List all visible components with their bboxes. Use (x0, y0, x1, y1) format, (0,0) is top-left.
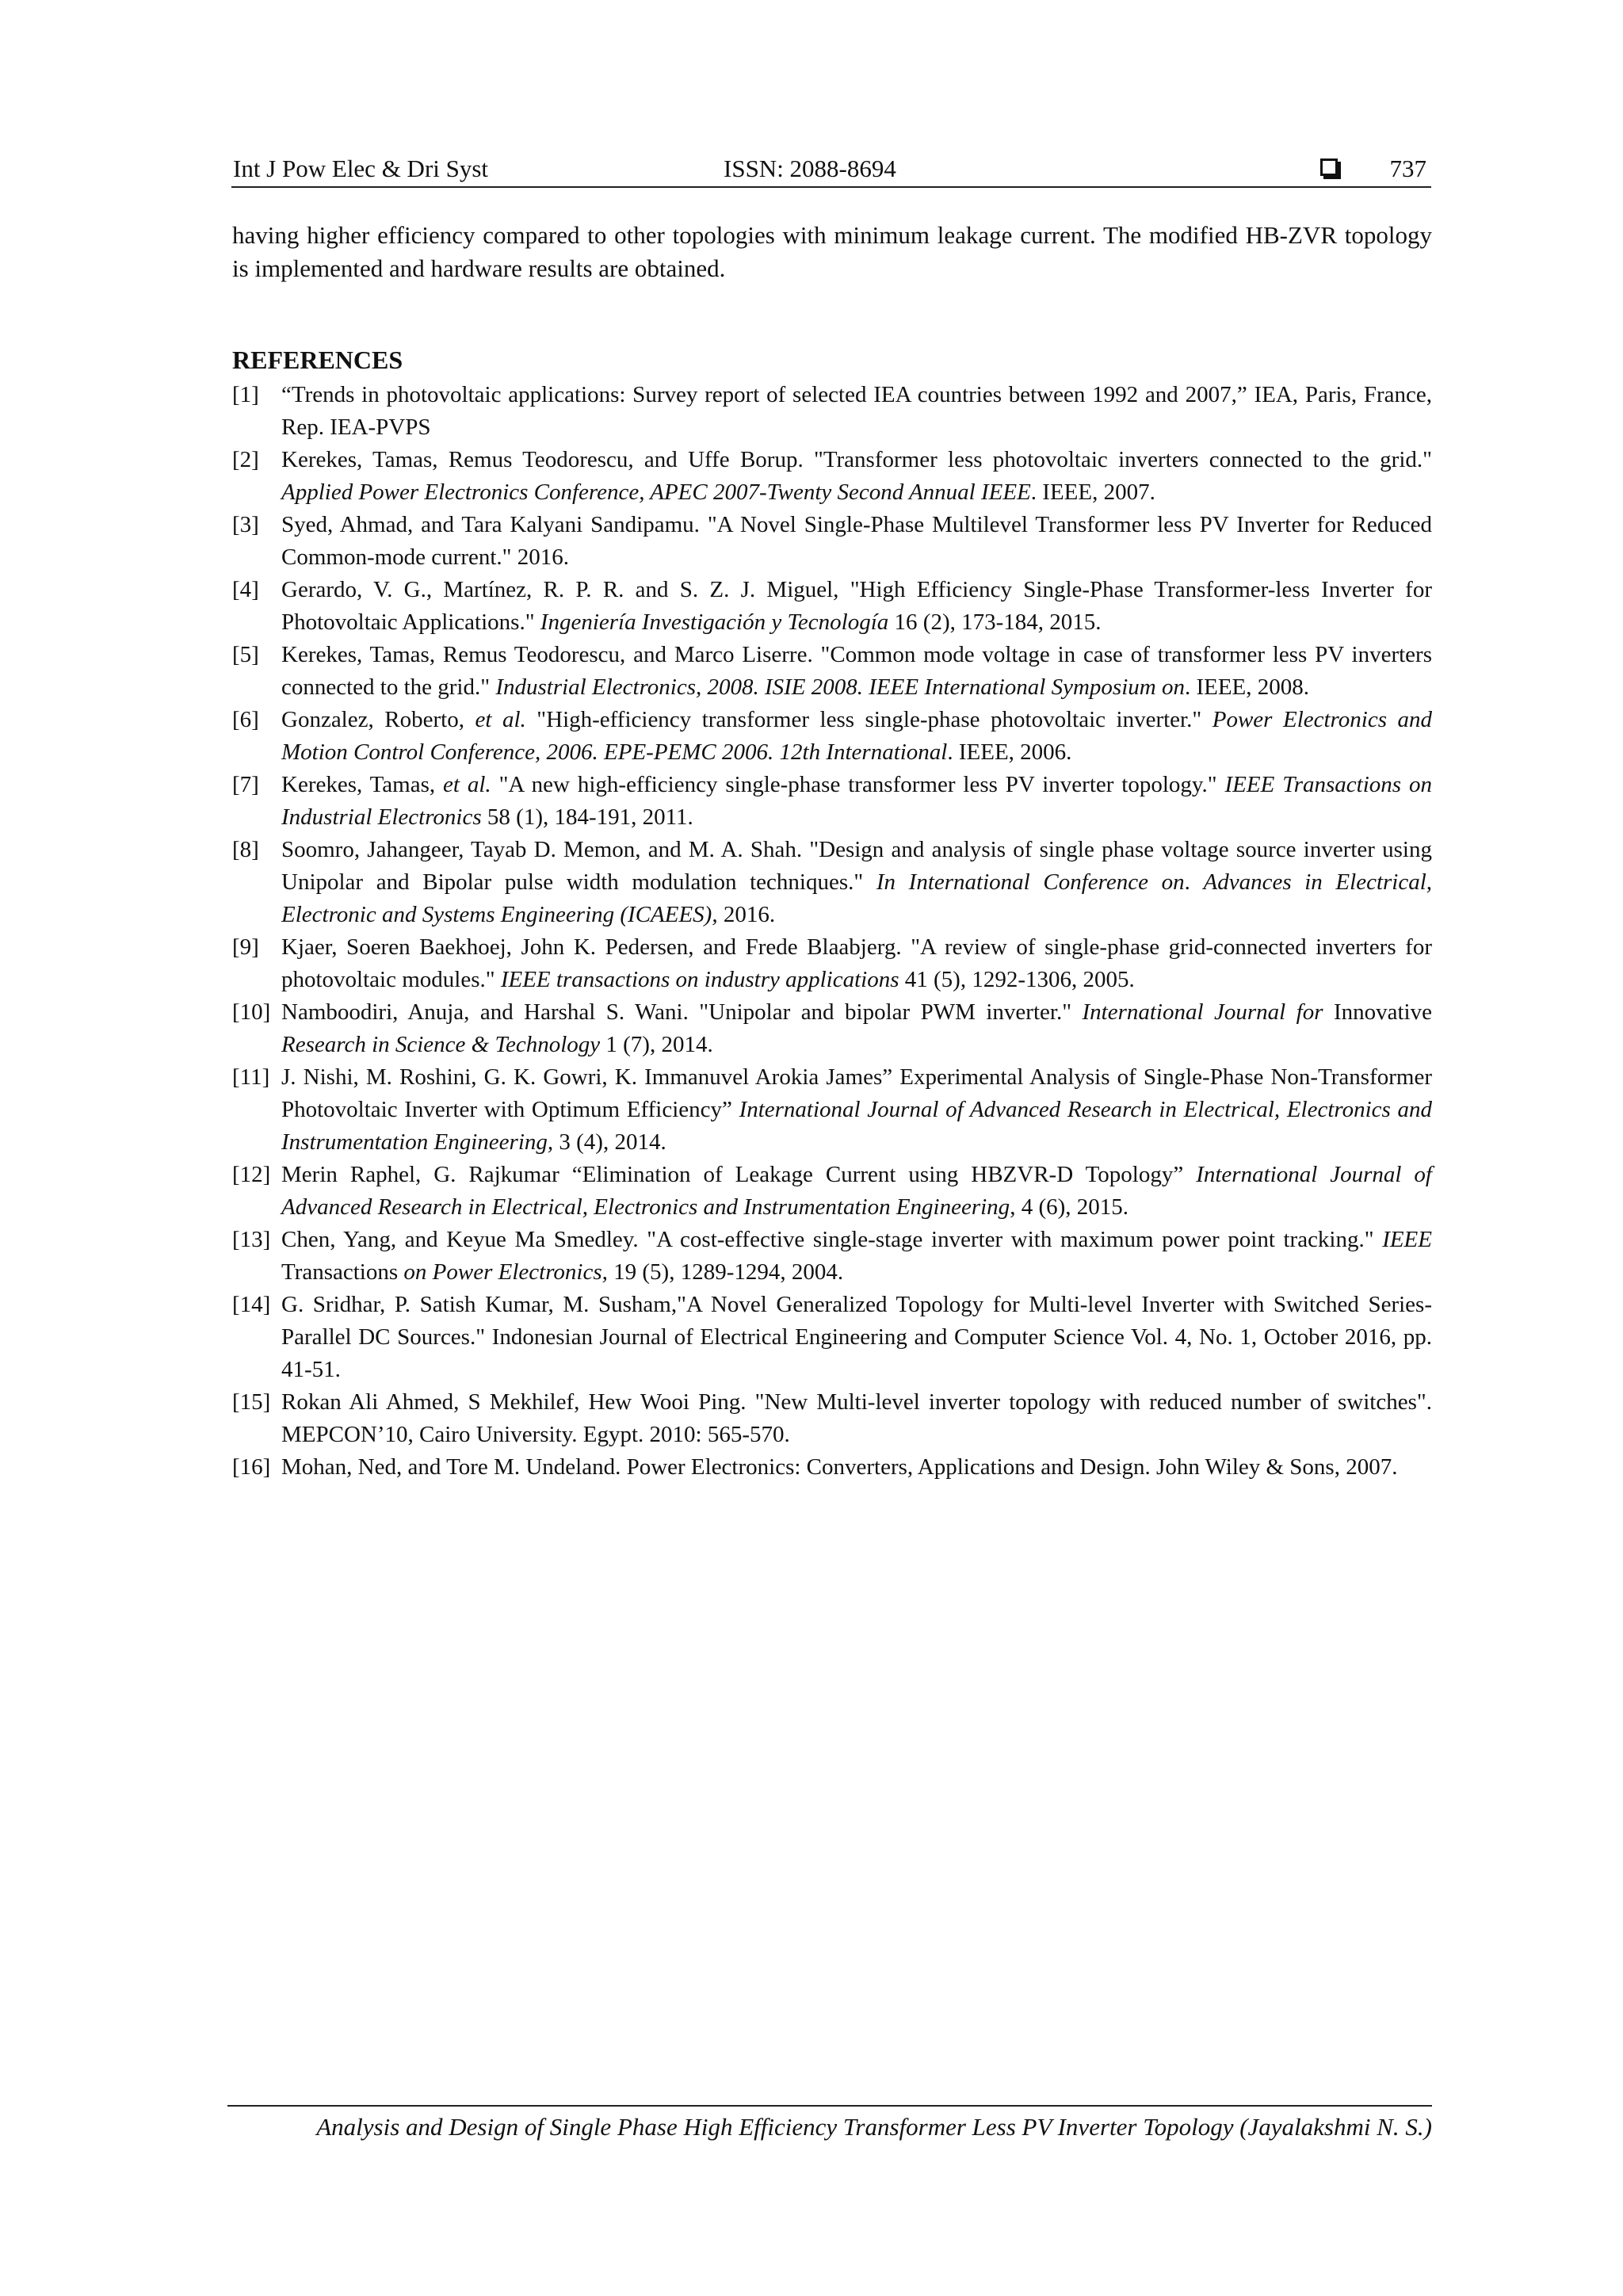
reference-segment: Kerekes, Tamas, Remus Teodorescu, and Uffe Borup. "Transformer less photovoltaic inverters connected to the grid." (281, 447, 1432, 472)
reference-italic-segment: Ingeniería Investigación y Tecnología (540, 609, 889, 635)
reference-text (281, 1162, 1432, 1220)
reference-italic-segment: Industrial Electronics, 2008. ISIE 2008. IEEE International Symposium on (495, 674, 1185, 700)
reference-text (281, 577, 1432, 635)
reference-number: [12] (232, 1162, 271, 1187)
reference-segment: Kjaer, Soeren Baekhoej, John K. Pedersen, and Frede Blaabjerg. "A review of single-phase grid-connected inverters for photovoltaic modules." (281, 934, 1432, 992)
reference-segment: Gonzalez, Roberto, (281, 707, 475, 732)
page-header (231, 155, 1431, 188)
reference-segment: "High-efficiency transformer less single-phase photovoltaic inverter." (525, 707, 1212, 732)
reference-item (232, 1224, 1432, 1289)
page-number: 737 (1389, 155, 1426, 182)
reference-number: [15] (232, 1389, 271, 1415)
reference-segment: 3 (4), 2014. (553, 1129, 666, 1155)
reference-italic-segment: Research in Science & Technology (281, 1032, 601, 1057)
reference-italic-segment: IEEE transactions on industry applications (500, 967, 899, 992)
reference-number: [10] (232, 999, 271, 1025)
reference-text (281, 707, 1432, 765)
reference-segment: 1 (7), 2014. (600, 1032, 713, 1057)
reference-text (281, 1064, 1432, 1155)
reference-text (281, 382, 1432, 440)
reference-italic-segment: In International Conference on (876, 869, 1185, 895)
reference-segment: 2016. (717, 902, 776, 927)
reference-text (281, 642, 1432, 700)
reference-text (281, 772, 1432, 830)
reference-text (281, 934, 1432, 992)
reference-segment: Rokan Ali Ahmed, S Mekhilef, Hew Wooi Ping. "New Multi-level inverter topology with reduced number of switches". MEPCON’10, Cairo University. Egypt. 2010: 565-570. (281, 1389, 1432, 1447)
reference-number: [13] (232, 1227, 271, 1252)
reference-text (281, 1454, 1397, 1480)
reference-item (232, 931, 1432, 996)
reference-segment: 16 (2), 173-184, 2015. (888, 609, 1102, 635)
reference-segment: 58 (1), 184-191, 2011. (481, 804, 693, 830)
reference-item (232, 834, 1432, 931)
footer-text: Analysis and Design of Single Phase High Efficiency Transformer Less PV Inverter Topology (Jayalakshmi N. S.) (316, 2113, 1432, 2141)
reference-item (232, 1289, 1432, 1386)
reference-number: [6] (232, 707, 259, 732)
reference-number: [7] (232, 772, 259, 797)
reference-segment: . IEEE, 2006. (947, 739, 1072, 765)
reference-italic-segment: et al. (443, 772, 491, 797)
reference-number: [11] (232, 1064, 270, 1090)
reference-italic-segment: International Journal of Advanced Research in Electrical, Electronics and Instrumentation Engineering (281, 1162, 1432, 1220)
reference-segment: Kerekes, Tamas, Remus Teodorescu, and Marco Liserre. "Common mode voltage in case of transformer less PV inverters connected to the grid." (281, 642, 1432, 700)
references-heading: REFERENCES (232, 346, 403, 374)
body-paragraph: having higher efficiency compared to other topologies with minimum leakage current. The modified HB-ZVR topology is implemented and hardware results are obtained. (232, 221, 1432, 282)
reference-segment: Gerardo, V. G., Martínez, R. P. R. and S. Z. J. Miguel, "High Efficiency Single-Phase Transformer-less Inverter for Photovoltaic Applications." (281, 577, 1432, 635)
reference-item (232, 769, 1432, 834)
reference-segment: “Trends in photovoltaic applications: Survey report of selected IEA countries between 1992 and 2007,” IEA, Paris, France, Rep. IEA-PVPS (281, 382, 1432, 440)
reference-item (232, 1159, 1432, 1224)
reference-text (281, 512, 1432, 570)
reference-segment: Soomro, Jahangeer, Tayab D. Memon, and M. A. Shah. "Design and analysis of single phase voltage source inverter using Unipolar and Bipolar pulse width modulation techniques." (281, 837, 1432, 895)
reference-segment: Syed, Ahmad, and Tara Kalyani Sandipamu. "A Novel Single-Phase Multilevel Transformer less PV Inverter for Reduced Common-mode current." 2016. (281, 512, 1432, 570)
reference-segment: . IEEE, 2008. (1184, 674, 1310, 700)
reference-text (281, 447, 1432, 505)
reference-segment: G. Sridhar, P. Satish Kumar, M. Susham,"A Novel Generalized Topology for Multi-level Inverter with Switched Series-Parallel DC Sources." Indonesian Journal of Electrical Engineering and Computer Science Vol. 4, No. 1, October 2016, pp. 41-51. (281, 1292, 1432, 1382)
references-list (232, 379, 1432, 1484)
page-footer (227, 2105, 1432, 2141)
reference-segment: J. Nishi, M. Roshini, G. K. Gowri, K. Immanuvel Arokia James” Experimental Analysis of Single-Phase Non-Transformer Photovoltaic Inverter with Optimum Efficiency” (281, 1064, 1432, 1122)
reference-item (232, 379, 1432, 444)
reference-segment: Merin Raphel, G. Rajkumar “Elimination of Leakage Current using HBZVR-D Topology” (281, 1162, 1197, 1187)
reference-segment: . IEEE, 2007. (1030, 479, 1155, 505)
reference-segment: Mohan, Ned, and Tore M. Undeland. Power Electronics: Converters, Applications and Design. John Wiley & Sons, 2007. (281, 1454, 1398, 1480)
journal-name: Int J Pow Elec & Dri Syst (233, 155, 489, 182)
reference-number: [5] (232, 642, 259, 667)
reference-text (281, 1389, 1432, 1447)
reference-italic-segment: IEEE Transactions on Industrial Electronics (281, 772, 1432, 830)
reference-number: [9] (232, 934, 259, 960)
reference-number: [8] (232, 837, 259, 862)
reference-segment: 41 (5), 1292-1306, 2005. (899, 967, 1135, 992)
reference-number: [2] (232, 447, 259, 472)
reference-segment: Transactions (281, 1259, 404, 1285)
reference-segment: 19 (5), 1289-1294, 2004. (607, 1259, 844, 1285)
reference-item (232, 1386, 1432, 1451)
reference-number: [14] (232, 1292, 271, 1317)
reference-number: [16] (232, 1454, 271, 1480)
reference-number: [3] (232, 512, 259, 537)
reference-number: [4] (232, 577, 259, 602)
reference-item (232, 444, 1432, 509)
reference-item (232, 574, 1432, 639)
reference-text (281, 1292, 1432, 1382)
reference-number: [1] (232, 382, 259, 407)
reference-segment: "A new high-efficiency single-phase transformer less PV inverter topology." (491, 772, 1225, 797)
reference-segment: Innovative (1323, 999, 1432, 1025)
reference-text (281, 1227, 1432, 1285)
reference-item (232, 639, 1432, 704)
reference-segment: Namboodiri, Anuja, and Harshal S. Wani. "Unipolar and bipolar PWM inverter." (281, 999, 1083, 1025)
reference-item (232, 509, 1432, 574)
reference-italic-segment: Power Electronics and Motion Control Conference, 2006. EPE-PEMC 2006. 12th International (281, 707, 1433, 765)
issn: ISSN: 2088-8694 (724, 155, 896, 182)
reference-segment: Chen, Yang, and Keyue Ma Smedley. "A cost-effective single-stage inverter with maximum power point tracking." (281, 1227, 1383, 1252)
reference-italic-segment: International Journal of Advanced Research in Electrical, Electronics and Instrumentation Engineering, (281, 1097, 1432, 1155)
reference-item (232, 704, 1432, 769)
reference-italic-segment: IEEE (1382, 1227, 1432, 1252)
square-icon (1320, 159, 1338, 176)
reference-text (281, 999, 1432, 1057)
reference-italic-segment: et al. (475, 707, 526, 732)
reference-italic-segment: International Journal for (1082, 999, 1323, 1025)
reference-italic-segment: on Power Electronics, (403, 1259, 608, 1285)
reference-segment: . (1184, 869, 1204, 895)
reference-item (232, 1451, 1432, 1484)
reference-item (232, 1061, 1432, 1159)
reference-segment: , 4 (6), 2015. (1010, 1194, 1129, 1220)
reference-segment: Kerekes, Tamas, (281, 772, 444, 797)
reference-italic-segment: Applied Power Electronics Conference, APEC 2007-Twenty Second Annual IEEE (281, 479, 1031, 505)
reference-item (232, 996, 1432, 1061)
reference-italic-segment: Advances in Electrical, Electronic and Systems Engineering (ICAEES), (281, 869, 1433, 927)
reference-text (281, 837, 1432, 927)
